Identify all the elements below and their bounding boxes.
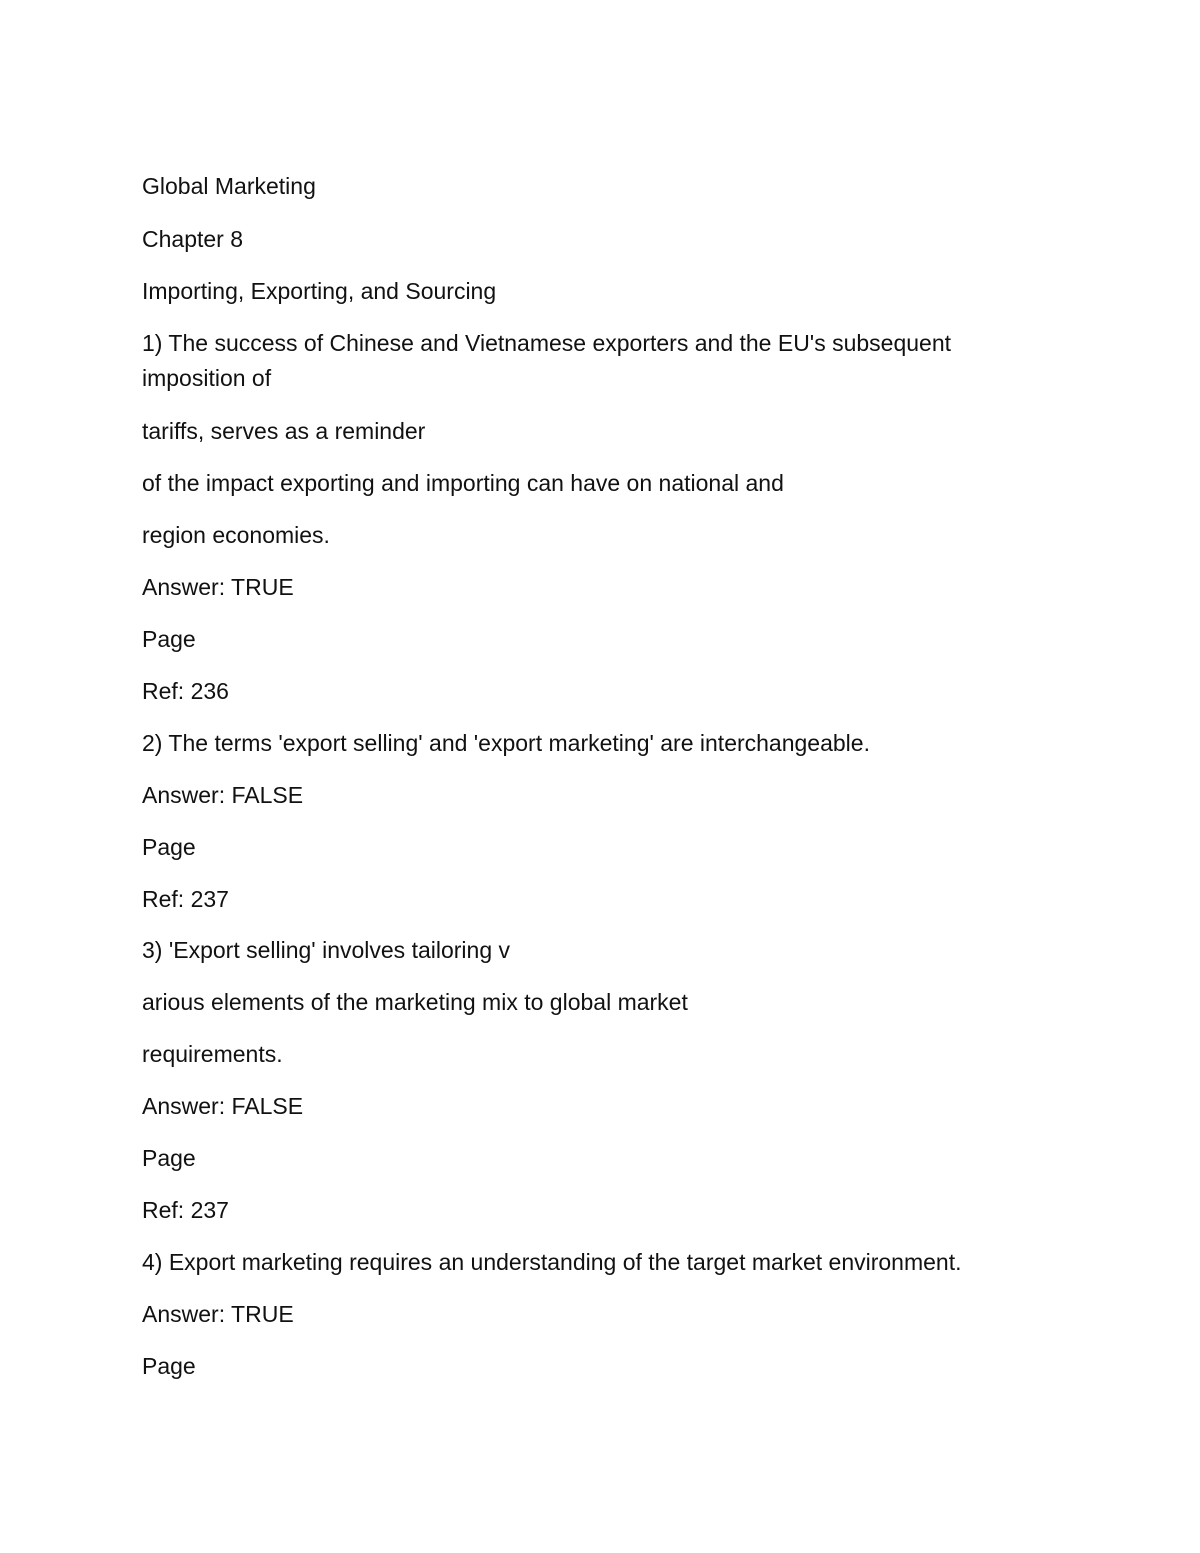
question-2-page-label: Page <box>142 834 196 860</box>
question-4-page-label: Page <box>142 1353 196 1379</box>
question-4-answer: Answer: TRUE <box>142 1301 294 1327</box>
question-1-page-label: Page <box>142 626 196 652</box>
question-2-answer: Answer: FALSE <box>142 782 304 808</box>
question-2-page-ref: Ref: 237 <box>142 886 229 912</box>
chapter-number: Chapter 8 <box>142 226 244 252</box>
question-1-text: region economies. <box>142 522 330 548</box>
question-3-text: 3) 'Export selling' involves tailoring v <box>142 937 510 963</box>
document-title: Global Marketing <box>142 173 316 199</box>
question-3-text: arious elements of the marketing mix to global market <box>142 989 688 1015</box>
question-1-text: of the impact exporting and importing can have on national and <box>142 470 784 496</box>
question-3-page-label: Page <box>142 1145 196 1171</box>
question-1-text: 1) The success of Chinese and Vietnamese exporters and the EU's subsequent <box>142 330 952 356</box>
question-1-page-ref: Ref: 236 <box>142 678 229 704</box>
question-3-page-ref: Ref: 237 <box>142 1197 229 1223</box>
question-1-text: imposition of <box>142 365 272 391</box>
question-4-text: 4) Export marketing requires an understanding of the target market environment. <box>142 1249 962 1275</box>
question-1-text: tariffs, serves as a reminder <box>142 418 426 444</box>
question-1-answer: Answer: TRUE <box>142 574 294 600</box>
question-3-text: requirements. <box>142 1041 283 1067</box>
chapter-title: Importing, Exporting, and Sourcing <box>142 278 497 304</box>
question-2-text: 2) The terms 'export selling' and 'export marketing' are interchangeable. <box>142 730 870 756</box>
question-3-answer: Answer: FALSE <box>142 1093 304 1119</box>
